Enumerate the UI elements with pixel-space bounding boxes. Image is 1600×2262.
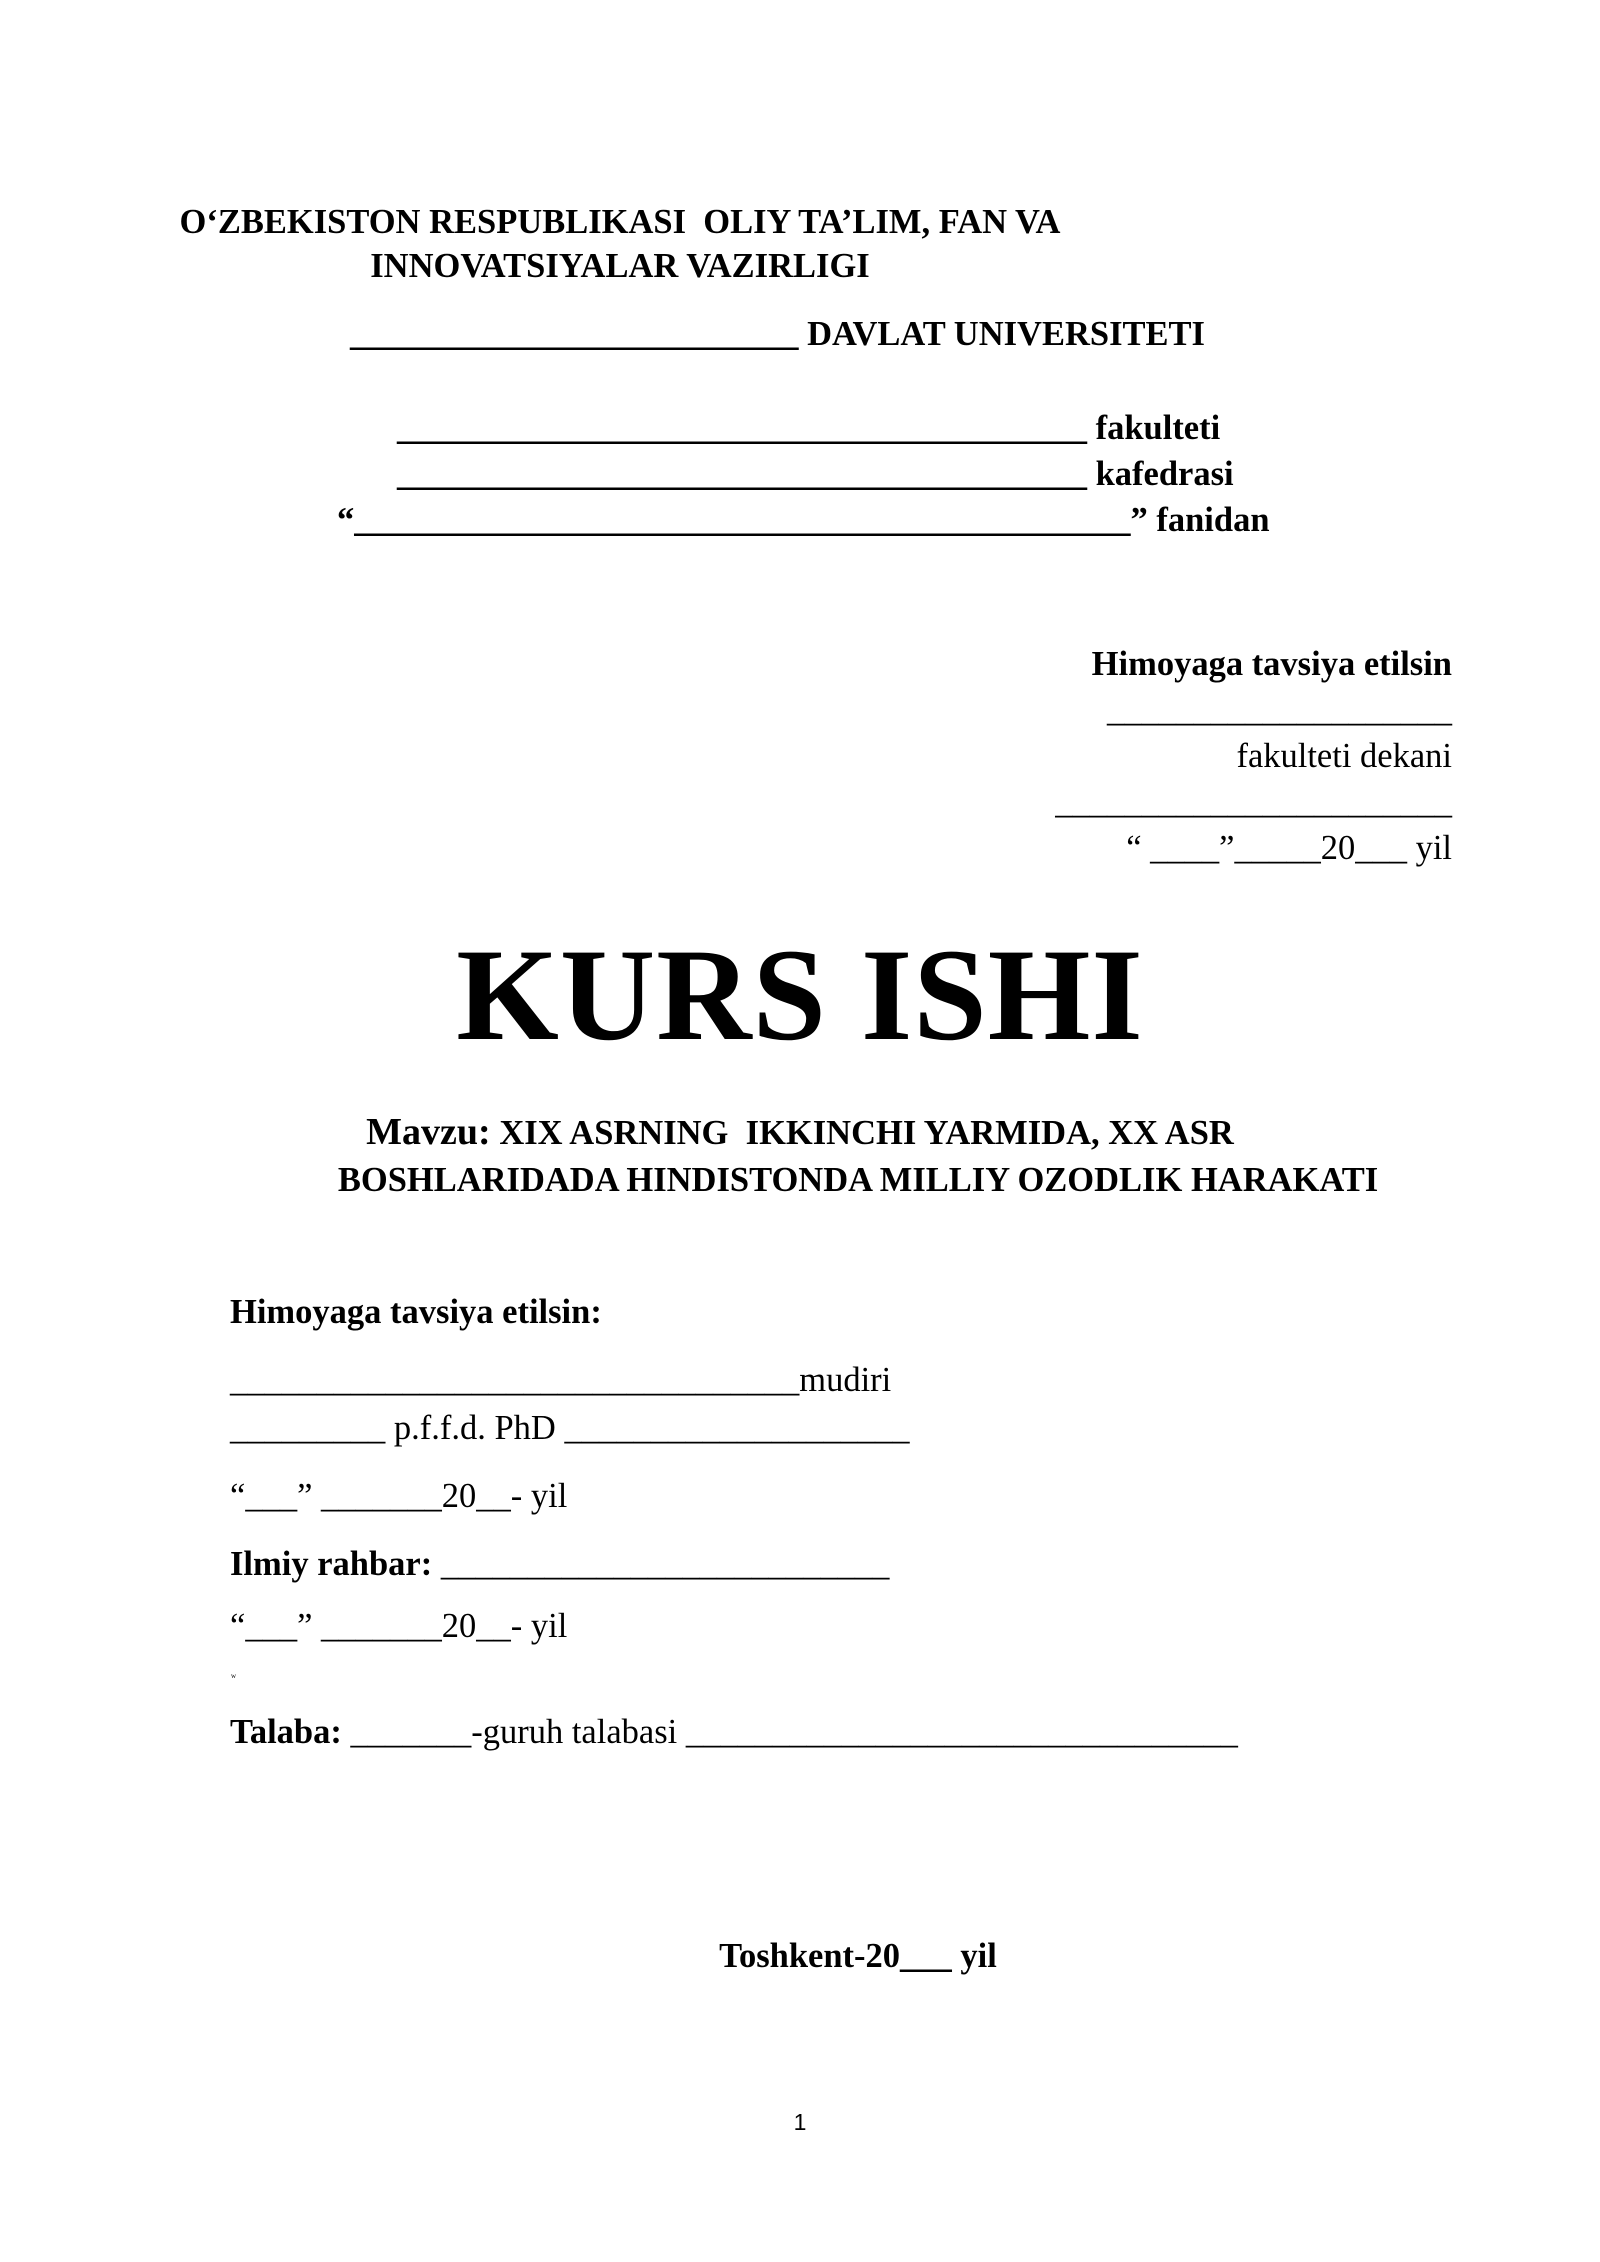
defense-heading: Himoyaga tavsiya etilsin: — [230, 1293, 602, 1331]
department-line: ________________________________________ kafedrasi — [397, 455, 1234, 493]
supervisor-date-line: “___” _______20__- yil — [230, 1607, 568, 1645]
approval-blank-1: ____________________ — [1107, 691, 1452, 729]
student-label: Talaba: — [230, 1713, 342, 1751]
student-details: _______-guruh talabasi ________________________________ — [341, 1713, 1238, 1751]
small-mark: w — [231, 1672, 237, 1680]
ministry-line-1: O‘ZBEKISTON RESPUBLIKASI OLIY TA’LIM, FAN VA — [179, 203, 1061, 241]
subject-line: “_____________________________________________” fanidan — [337, 501, 1270, 539]
supervisor-blank: __________________________ — [432, 1545, 890, 1583]
topic-text-1: XIX ASRNING IKKINCHI YARMIDA, XX ASR — [490, 1114, 1234, 1152]
university-line: __________________________ DAVLAT UNIVERSITETI — [350, 315, 1205, 353]
topic-line-1 — [0, 1112, 1600, 1153]
department-head-line: _________________________________mudiri — [230, 1361, 892, 1399]
approval-heading: Himoyaga tavsiya etilsin — [1091, 645, 1452, 683]
city-year-line: Toshkent-20___ yil — [719, 1937, 997, 1975]
topic-label: Mavzu: — [366, 1111, 491, 1153]
student-line — [230, 1712, 1238, 1752]
supervisor-line — [230, 1544, 889, 1584]
page-number: 1 — [793, 2109, 807, 2135]
degree-line: _________ p.f.f.d. PhD ____________________ — [230, 1409, 910, 1447]
ministry-line-2: INNOVATSIYALAR VAZIRLIGI — [370, 247, 870, 285]
approval-date-line: “ ____”_____20___ yil — [1126, 829, 1452, 867]
faculty-line: ________________________________________ fakulteti — [397, 409, 1221, 447]
approval-blank-2: _______________________ — [1055, 783, 1452, 821]
document-title: KURS ISHI — [456, 921, 1144, 1068]
defense-date-line: “___” _______20__- yil — [230, 1477, 568, 1515]
dean-label: fakulteti dekani — [1236, 737, 1452, 775]
supervisor-label: Ilmiy rahbar: — [230, 1545, 433, 1583]
topic-line-2: BOSHLARIDADA HINDISTONDA MILLIY OZODLIK HARAKATI — [337, 1161, 1379, 1199]
